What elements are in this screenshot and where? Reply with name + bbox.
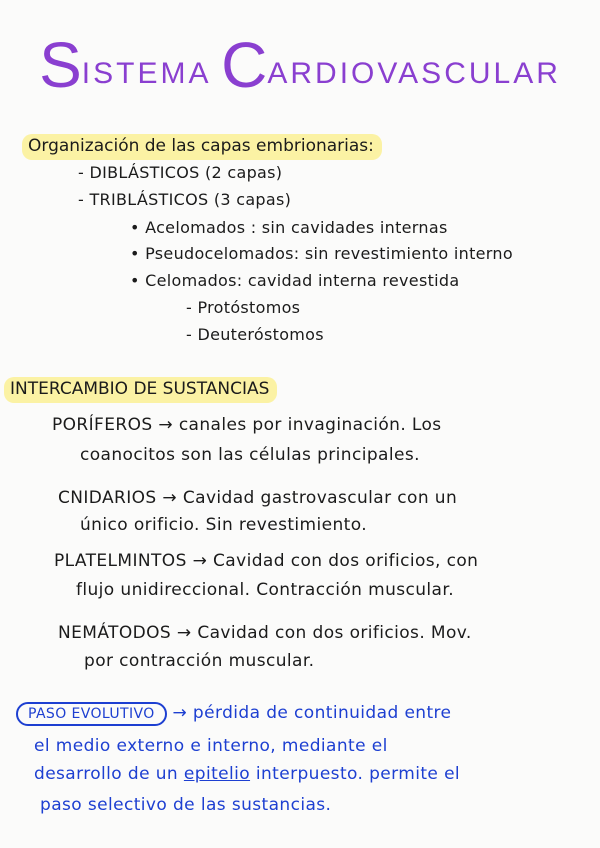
- paso-evolutivo-bubble: PASO EVOLUTIVO: [16, 702, 167, 726]
- list-item-triblasticos: - TRIBLÁSTICOS (3 capas): [78, 190, 292, 209]
- epitelio-term: epitelio: [183, 764, 251, 784]
- evolution-line4: paso selectivo de las sustancias.: [40, 795, 332, 815]
- entry-platelmintos-line1: PLATELMINTOS → Cavidad con dos orificios, con: [54, 551, 479, 571]
- list-item-pseudocelomados: • Pseudocelomados: sin revestimiento interno: [130, 244, 513, 263]
- page-title: SISTEMA CARDIOVASCULAR: [39, 29, 561, 101]
- entry-nematodos-line1: NEMÁTODOS → Cavidad con dos orificios. Mov.: [58, 623, 472, 643]
- entry-nematodos-line2: por contracción muscular.: [84, 651, 315, 671]
- entry-cnidarios-line2: único orificio. Sin revestimiento.: [80, 515, 368, 535]
- entry-poriferos-line2: coanocitos son las células principales.: [80, 445, 420, 465]
- list-item-diblasticos: - DIBLÁSTICOS (2 capas): [78, 163, 283, 182]
- entry-platelmintos-line2: flujo unidireccional. Contracción muscular.: [76, 580, 455, 600]
- evolution-line1: PASO EVOLUTIVO → pérdida de continuidad entre: [16, 702, 451, 726]
- list-item-acelomados: • Acelomados : sin cavidades internas: [130, 218, 448, 237]
- list-item-celomados: • Celomados: cavidad interna revestida: [130, 271, 460, 290]
- entry-poriferos-line1: PORÍFEROS → canales por invaginación. Los: [52, 415, 442, 435]
- evolution-line3: desarrollo de un epitelio interpuesto. permite el: [34, 764, 461, 784]
- evolution-line2: el medio externo e interno, mediante el: [34, 736, 388, 756]
- section-heading-exchange: INTERCAMBIO DE SUSTANCIAS: [4, 379, 277, 399]
- list-item-deuterostomos: - Deuteróstomos: [186, 325, 324, 344]
- entry-cnidarios-line1: CNIDARIOS → Cavidad gastrovascular con un: [58, 488, 458, 508]
- section-heading-embryonic-layers: Organización de las capas embrionarias:: [22, 136, 382, 156]
- list-item-protostomos: - Protóstomos: [186, 298, 301, 317]
